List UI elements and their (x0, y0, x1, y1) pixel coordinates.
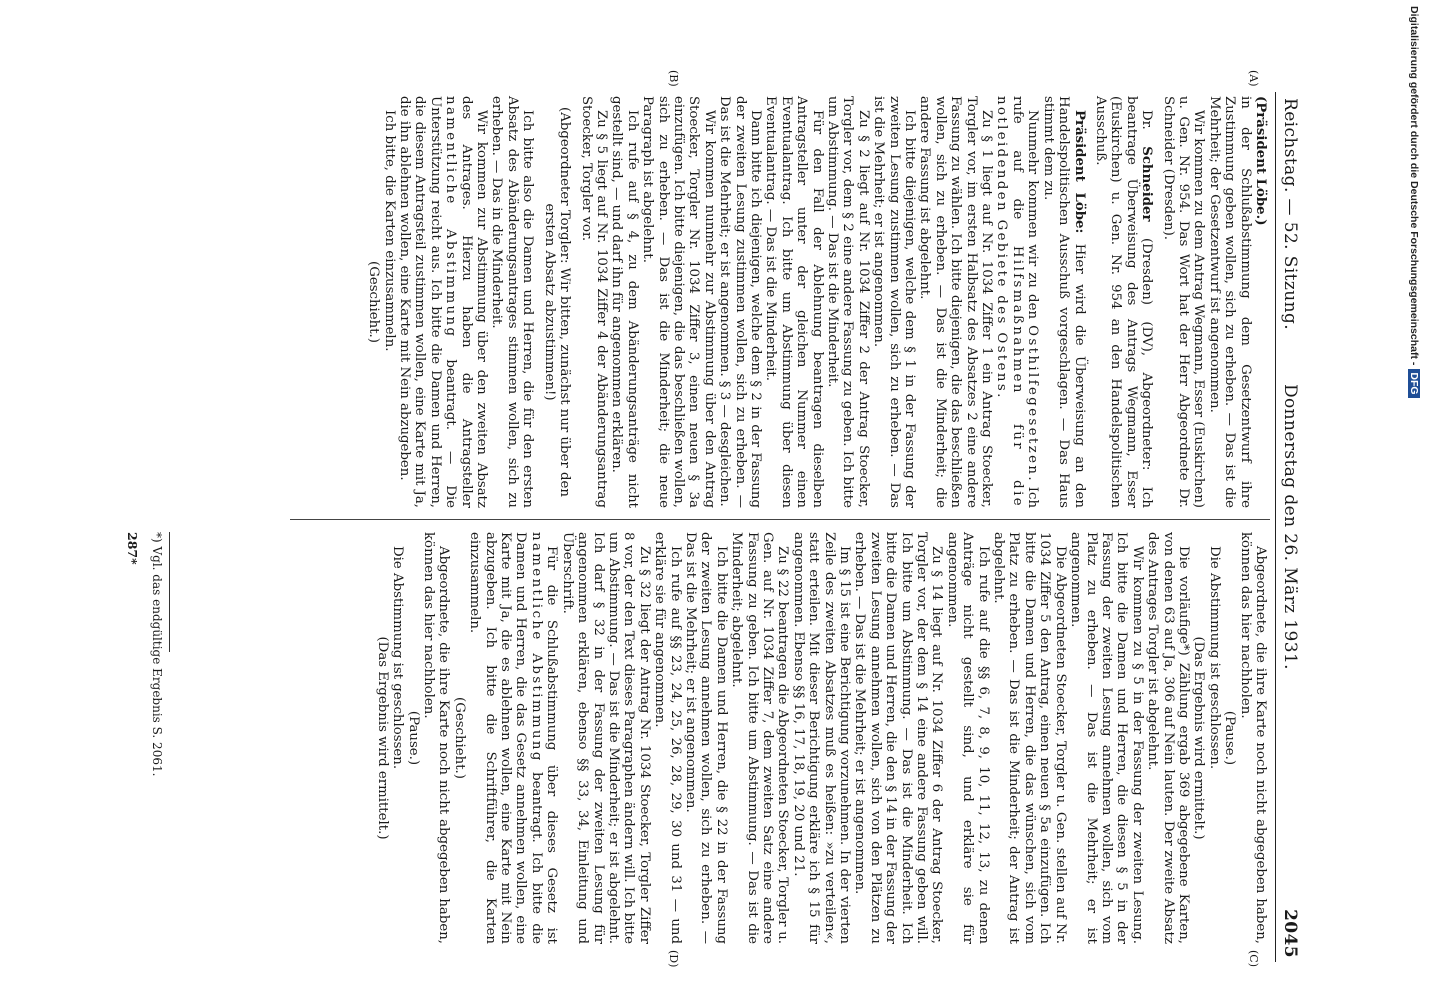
right-text-column (374, 532, 1268, 944)
paragraph: Für den Fall der Ablehnung beantragen dieselben Antragsteller unter der gleichen Nummer einen Eventualantrag. Ich bitte um Abstimmung über diesen Eventualantrag. — Das ist die Minderheit. (763, 96, 825, 508)
scanned-page (70, 70, 1300, 968)
footnote-rule (169, 532, 170, 652)
paragraph: Zu § 1 liegt auf Nr. 1034 Ziffer 1 ein Antrag Stoecker, Torgler vor, im ersten Halbsatz des Absatzes 2 eine andere Fassung zu wählen. Ich bitte diejenigen, die das beschließen wollen, sich zu erheben. — Das ist die Minderheit; die andere Fassung ist abgelehnt. (917, 96, 995, 508)
paragraph: Dr. Schneider (Dresden) (DV), Abgeordneter: Ich beantrage Überweisung des Antrags Wegmann, Esser (Euskirchen) u. Gen. Nr. 954 an den Handelspolitischen Ausschuß. (1092, 96, 1155, 509)
left-text-column (366, 96, 1268, 508)
paragraph: (Präsident Löbe.) (1253, 96, 1268, 226)
paragraph: Ich rufe auf § 4, zu dem Abänderungsanträge nicht gestellt sind, — und darf ihn für angenommen erklären. (609, 96, 640, 508)
paragraph: Zu § 2 liegt auf Nr. 1034 Ziffer 2 der Antrag Stoecker, Torgler vor, dem § 2 eine andere Fassung zu geben. Ich bitte um Abstimmung. — Das ist die Minderheit. (825, 96, 871, 508)
column-divider (290, 519, 1270, 520)
footnote: *) Vgl. das endgültige Ergebnis S. 2061. (150, 532, 164, 777)
paragraph: Die vorläufige*) Zählung ergab 369 abgegebene Karten, von denen 63 auf Ja, 306 auf Nein lauten. Der zweite Absatz des Antrages Torgler ist abgelehnt. (1145, 532, 1191, 944)
paragraph: (Pause.) (405, 710, 421, 766)
paragraph: Die Abstimmung ist geschlossen. (390, 546, 406, 770)
header-session: Reichstag. — 52. Sitzung. (1280, 98, 1300, 331)
paragraph: (Das Ergebnis wird ermittelt.) (374, 636, 390, 840)
paragraph: Ich rufe auf die §§ 6, 7, 8, 9, 10, 11, 12, 13, zu denen Anträge nicht gestellt sind, und erkläre sie für angenommen. (944, 532, 991, 944)
page-header (1275, 92, 1300, 962)
paragraph: (Das Ergebnis wird ermittelt.) (1191, 636, 1207, 840)
paragraph: Ich rufe auf §§ 23, 24, 25, 26, 28, 29, 30 und 31 — und erkläre sie für angenommen. (652, 532, 683, 944)
paragraph: Ich bitte die Damen und Herren, die § 22 in der Fassung der zweiten Lesung annehmen wollen, sich zu erheben. — Das ist die Mehrheit; er ist angenommen. (682, 532, 729, 944)
margin-marker-b: (B) (667, 70, 680, 87)
paragraph: Dann bitte ich diejenigen, welche dem § 2 in der Fassung der zweiten Lesung zustimmen wollen, sich zu erheben. — Das ist die Mehrheit; er ist angenommen. § 3 — desgleichen. (717, 96, 763, 508)
paragraph: Die Abgeordneten Stoecker, Torgler u. Gen. stellen auf Nr. 1034 Ziffer 5 den Antrag, einen neuen § 5a einzufügen. Ich bitte die Damen und Herren, die das wünschen, sich vom Platz zu erheben. — Das ist die Minderheit; der Antrag ist abgelehnt. (991, 532, 1068, 944)
paragraph: Wir kommen zu § 5 in der Fassung der zweiten Lesung. Ich bitte die Damen und Herren, die diesen § 5 in der Fassung der zweiten Lesung annehmen wollen, sich vom Platz zu erheben. — Das ist die Mehrheit; er ist angenommen. (1068, 532, 1145, 944)
paragraph: Wir kommen zu dem Antrag Wegmann, Esser (Euskirchen) u. Gen. Nr. 954. Das Wort hat der Herr Abgeordnete Dr. Schneider (Dresden). (1160, 96, 1207, 508)
paragraph: Im § 15 ist eine Berichtigung vorzunehmen. In der vierten Zeile des zweiten Absatzes muß es heißen: »zu verteilen«, statt erteilen. Mit dieser Berichtigung erkläre ich § 15 für angenommen. Ebenso §§ 16, 17, 18, 19, 20 und 21. (790, 532, 853, 944)
paragraph: Präsident Löbe: Hier wird die Überweisung an den Handelspolitischen Ausschuß vorgeschlagen. — Das Haus stimmt dem zu. (1040, 96, 1087, 508)
paragraph: in der Schlußabstimmung dem Gesetzentwurf ihre Zustimmung geben wollen, sich zu erheben. — Das ist die Mehrheit; der Gesetzentwurf ist angenommen. (1206, 96, 1253, 508)
paragraph: (Geschieht.) (366, 261, 382, 343)
credit-text: Digitalisierung gefördert durch die Deutsche Forschungsgemeinschaft - (1408, 6, 1420, 366)
paragraph: Die Abstimmung ist geschlossen. (1206, 546, 1222, 770)
paragraph: Zu § 22 beantragen die Abgeordneten Stoecker, Torgler u. Gen. auf Nr. 1034 Ziffer 7, dem zweiten Satz eine andere Fassung zu geben. Ich bitte um Abstimmung. — Das ist die Minderheit; abgelehnt. (729, 532, 791, 944)
paragraph: Zu § 32 liegt der Antrag Nr. 1034 Stoecker, Torgler Ziffer 8 vor, der den Text dieses Paragraphen ändern will. Ich bitte um Abstimmung. — Das ist die Minderheit; er ist abgelehnt. Ich darf § 32 in der Fassung der zweiten Lesung für angenommen erklären, ebenso §§ 33, 34, Einleitung und Überschrift. (559, 532, 652, 944)
paragraph: Ich bitte also die Damen und Herren, die für den ersten Absatz des Abänderungsantrages stimmen wollen, sich zu erheben. — Das in die Minderheit. (489, 96, 536, 508)
margin-marker-a: (A) (1247, 70, 1260, 87)
paragraph: Für die Schlußabstimmung über dieses Gesetz ist namentliche Abstimmung beantragt. Ich bitte die Damen und Herren, die das Gesetz annehmen wollen, eine Karte mit Ja, die es ablehnen wollen, eine Karte mit Nein abzugeben. Ich bitte die Schriftführer, die Karten einzusammeln. (467, 532, 560, 944)
paragraph: Abgeordnete, die ihre Karte noch nicht abgegeben haben, können das hier nachholen. (421, 532, 452, 944)
margin-marker-d: (D) (667, 950, 680, 968)
paragraph: Zu § 5 liegt auf Nr. 1034 Ziffer 4 der Abänderungsantrag Stoecker, Torgler vor. (578, 96, 609, 508)
paragraph: Nunmehr kommen wir zu den Osthilfegesetzen. Ich rufe auf die Hilfsmaßnahmen für die notleidenden Gebiete des Ostens. (994, 96, 1041, 509)
signature-mark: 287* (125, 532, 140, 565)
paragraph: (Pause.) (1222, 710, 1238, 766)
paragraph: Wir kommen zur Abstimmung über den zweiten Absatz des Antrages. Hierzu haben die Antragsteller namentliche Abstimmung beantragt. — Die Unterstützung reicht aus. Ich bitte die Damen und Herren, die diesem Antragsteil zustimmen wollen, eine Karte mit Ja, die ihn ablehnen wollen, eine Karte mit Nein abzugeben. (397, 96, 490, 508)
paragraph: Wir kommen nunmehr zur Abstimmung über den Antrag Stoecker, Torgler Nr. 1034 Ziffer 3, einen neuen § 3a einzufügen. Ich bitte diejenigen, die das beschließen wollen, sich zu erheben. — Das ist die Minderheit; die neue Paragraph ist abgelehnt. (640, 96, 717, 508)
margin-marker-c: (C) (1247, 950, 1260, 967)
paragraph: Ich bitte, die Karten einzusammeln. (381, 110, 397, 352)
page-number: 2045 (1280, 909, 1300, 958)
paragraph: Abgeordnete, die ihre Karte noch nicht abgegeben haben, können das hier nachholen. (1237, 532, 1268, 944)
paragraph: Ich bitte diejenigen, welche dem § 1 in der Fassung der zweiten Lesung zustimmen wollen, sich zu erheben. — Das ist die Mehrheit; er ist angenommen. (871, 96, 918, 508)
paragraph: (Abgeordneter Torgler: Wir bitten, zunächst nur über den ersten Absatz abzustimmen!) (541, 107, 573, 497)
digitization-credit (1404, 6, 1420, 996)
header-date: Donnerstag den 26. März 1931. (1280, 384, 1300, 670)
paragraph: (Geschieht.) (451, 697, 467, 779)
paragraph: Zu § 14 liegt auf Nr. 1034 Ziffer 6 der Antrag Stoecker, Torgler vor, der dem § 14 eine andere Fassung geben will. Ich bitte um Abstimmung. — Das ist die Minderheit. Ich bitte die Damen und Herren, die den § 14 in der Fassung der zweiten Lesung annehmen wollen, sich von den Plätzen zu erheben. — Das ist die Mehrheit; er ist angenommen. (852, 532, 945, 944)
dfg-logo: DFG (1408, 369, 1420, 397)
